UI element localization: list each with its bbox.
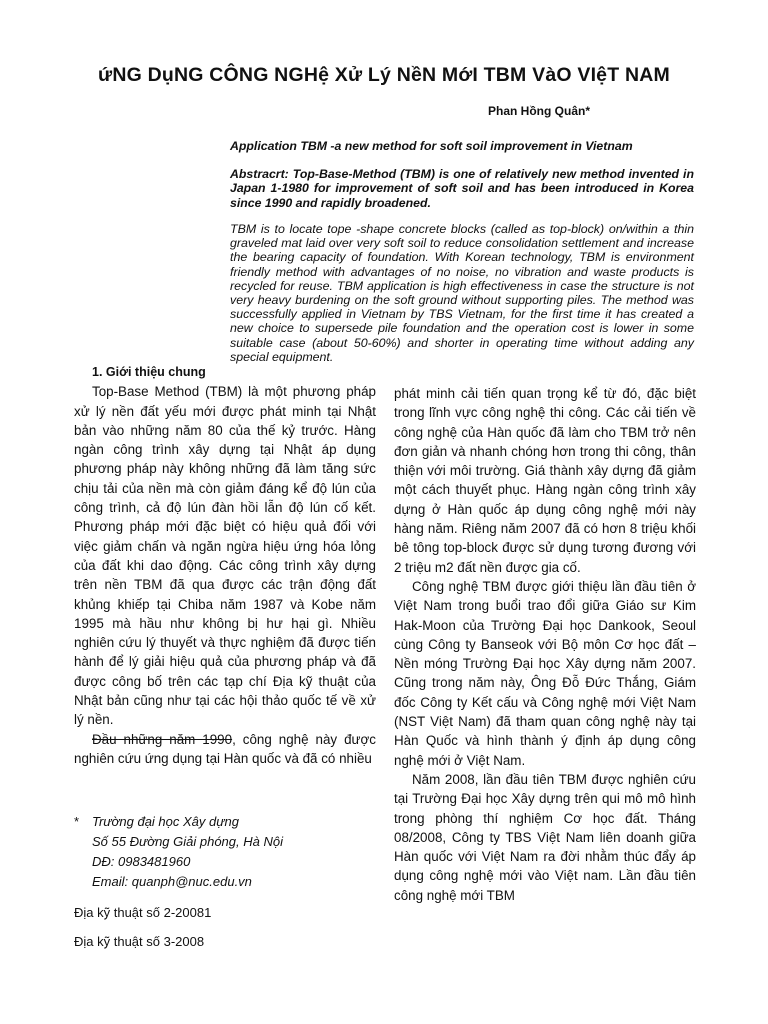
english-title: Application TBM -a new method for soft soil improvement in Vietnam [230, 139, 633, 153]
left-paragraph-1: Top-Base Method (TBM) là một phương pháp xử lý nền đất yếu mới được phát minh tại Nhật bản vào những năm 80 của thế kỷ trước. Hàng ngàn công trình xây dựng tại Nhật áp dụng phương pháp này không những đã làm tăng sức chịu tải của nền mà còn giảm đáng kể độ lún của công trình, cả độ lún đàn hồi lẫn độ lún cố kết. Phương pháp mới đặc biệt có hiệu quả đối với việc giảm chấn và ngăn ngừa hiệu ứng hóa lỏng của đất khi dao động. Các công trình xây dựng trên nền TBM đã qua được các trận động đất khủng khiếp tại Chiba năm 1987 và Kobe năm 1995 mà hầu như không bị hư hại gì. Nhiều nghiên cứu lý thuyết và thực nghiệm đã được tiến hành để lý giải hiệu quả của phương pháp và đã được công bố trên các tạp chí Địa kỹ thuật của Nhật bản cũng như tại các hội thảo quốc tế về xử lý nền. [74, 384, 376, 728]
paper-title: ứNG DụNG CÔNG NGHệ Xử Lý NềN MớI TBM VàO VIệT NAM [98, 64, 670, 86]
footnote-address: Số 55 Đường Giải phóng, Hà Nội [92, 834, 283, 849]
abstract-summary: Abstracrt: Top-Base-Method (TBM) is one of relatively new method invented in Japan 1-1980 for improvement of soft soil and has been introduced in Korea since 1990 and rapidly broadened. [230, 167, 694, 210]
footnote-phone: DĐ: 0983481960 [92, 854, 191, 869]
author-name: Phan Hồng Quân* [488, 104, 590, 118]
abstract-body: TBM is to locate tope -shape concrete blocks (called as top-block) on/within a thin graveled mat laid over very soft soil to reduce consolidation settlement and increase the bearing capacity of foundation. With Korean technology, TBM is environment friendly method with advantages of no noise, no vibration and waste products is recycled for reuse. TBM application is high effectiveness in case the structure is not very heavy burdening on the soft ground without supporting piles. The method was successfully applied in Vietnam by TBS Vietnam, for the first time it has created a new choice to supersede pile foundation and the operation cost is lower in some suitable case (about 50-60%) and shorter in operating time without adding any special equipment. [230, 222, 694, 364]
left-paragraph-2 [74, 730, 376, 769]
journal-footer-1: Địa kỹ thuật số 2-20081 [74, 905, 212, 920]
right-paragraph-1: phát minh cải tiến quan trọng kể từ đó, đặc biệt trong lĩnh vực công nghệ thi công. Các cải tiến về công nghệ của Hàn quốc đã làm cho TBM trở nên đơn giản và nhanh chóng hơn trong thi công, thân thiện với môi trường. Giá thành xây dựng đã giảm một cách thuyết phục. Hàng ngàn công trình xây dựng ở Hàn quốc áp dụng công nghệ mới này hàng năm. Riêng năm 2007 đã có hơn 8 triệu khối bê tông top-block được sử dụng tương đương với 2 triệu m2 đất nền được gia cố. [394, 386, 696, 575]
footnote-email: Email: quanph@nuc.edu.vn [92, 874, 252, 889]
section-heading: 1. Giới thiệu chung [92, 365, 206, 379]
footnote-affiliation: Trường đại học Xây dựng [92, 814, 239, 829]
left-paragraph-2-rest: , công nghệ này được nghiên cứu ứng dụng tại Hàn quốc và đã có nhiều [74, 731, 376, 766]
right-column [394, 384, 696, 905]
struck-text: Đầu những năm 1990 [92, 731, 233, 747]
journal-footer-2: Địa kỹ thuật số 3-2008 [74, 934, 205, 949]
right-paragraph-2: Công nghệ TBM được giới thiệu lần đầu tiên ở Việt Nam trong buổi trao đổi giữa Giáo sư Kim Hak-Moon của Trường Đại học Dankook, Seoul cùng Công ty Banseok với Bộ môn Cơ học đất – Nền móng Trường Đại học Xây dựng năm 2007. Cũng trong năm này, Ông Đỗ Đức Thắng, Giám đốc Công ty Kết cấu và Công nghệ mới Việt Nam (NST Việt Nam) đã tham quan công nghệ này tại Hàn Quốc và hình thành ý định áp dụng công nghệ mới ở Việt Nam. [394, 578, 696, 768]
footnote-mark: * [74, 814, 80, 829]
author-footnote [74, 812, 374, 892]
left-column [74, 363, 376, 768]
right-paragraph-3: Năm 2008, lần đầu tiên TBM được nghiên cứu tại Trường Đại học Xây dựng trên qui mô mô hình trong phòng thí nghiệm Cơ học đất. Tháng 08/2008, Công ty TBS Việt Nam liên doanh giữa Hàn quốc với Việt Nam ra đời nhằm thúc đẩy áp dụng công nghệ mới vào Việt nam. Lần đầu tiên công nghệ mới TBM [394, 771, 696, 903]
